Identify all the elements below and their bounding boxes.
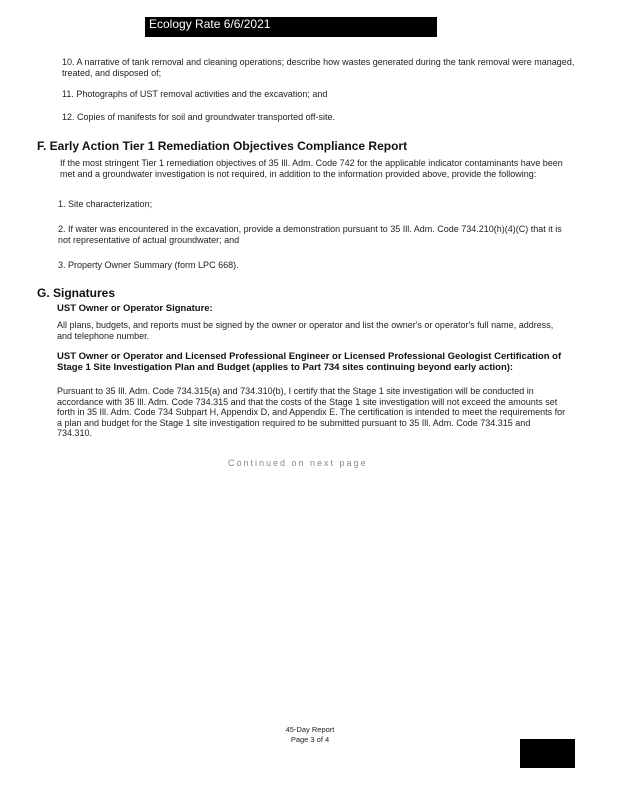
list-number: 12. [62, 112, 75, 122]
certification-text: Pursuant to 35 Ill. Adm. Code 734.315(a) and 734.310(b), I certify that the Stage 1 site investigation will be conducted in accordance with 35 Ill. Adm. Code 734.315 and that the costs of the Stage 1 site investigation will not exceed the amounts set forth in 35 Ill. Adm. Code 734 Subpart H, Appendix D, and Appendix E. The certification is intended to meet the requirements for a plan and budget for the Stage 1 site investigation required to be submitted pursuant to 35 Ill. Adm. Code 734.315 and 734.310. [57, 386, 566, 438]
list-text: Copies of manifests for soil and groundwater transported off-site. [77, 112, 335, 122]
page-number: Page 3 of 4 [290, 735, 330, 744]
section-f-title: F. Early Action Tier 1 Remediation Objectives Compliance Report [37, 139, 408, 153]
list-item-12 [62, 112, 582, 123]
footer-title: 45-Day Report [285, 725, 335, 734]
section-g-title: G. Signatures [37, 286, 116, 300]
list-text: A narrative of tank removal and cleaning operations; describe how wastes generated during the tank removal were managed, treated, and disposed of; [62, 57, 575, 78]
list-number: 2. [58, 224, 66, 234]
header-text: Ecology Rate 6/6/2021 [149, 17, 271, 31]
faded-note: Continued on next page [228, 458, 368, 468]
certification-title: UST Owner or Operator and Licensed Professional Engineer or Licensed Professional Geologist Certification of Stage 1 Site Investigation Plan and Budget (applies to Part 734 sites continuing beyond early action): [57, 351, 562, 373]
list-text: Site characterization; [68, 199, 153, 209]
page-footer [250, 725, 370, 745]
section-g-para: All plans, budgets, and reports must be signed by the owner or operator and list the owner's or operator's full name, address, and telephone number. [57, 320, 554, 341]
corner-redaction-block [520, 739, 575, 768]
list-item-10 [62, 57, 582, 79]
list-text: Photographs of UST removal activities and the excavation; and [76, 89, 328, 99]
list-number: 3. [58, 260, 66, 270]
list-text: If water was encountered in the excavation, provide a demonstration pursuant to 35 Ill. Adm. Code 734.210(h)(4)(C) that it is not representative of actual groundwater; and [58, 224, 562, 245]
list-number: 10. [62, 57, 75, 67]
header-bar [145, 17, 437, 37]
section-g-subtitle: UST Owner or Operator Signature: [57, 303, 213, 314]
list-item-11 [62, 89, 582, 100]
section-f-intro: If the most stringent Tier 1 remediation objectives of 35 Ill. Adm. Code 742 for the applicable indicator contaminants have been met and a groundwater investigation is not required, in addition to the information provided above, provide the following: [60, 158, 563, 179]
list-number: 1. [58, 199, 66, 209]
section-f-item-3 [58, 260, 568, 271]
section-f-item-1 [58, 199, 568, 210]
list-number: 11. [62, 89, 74, 99]
section-f-item-2 [58, 224, 568, 246]
list-text: Property Owner Summary (form LPC 668). [68, 260, 239, 270]
